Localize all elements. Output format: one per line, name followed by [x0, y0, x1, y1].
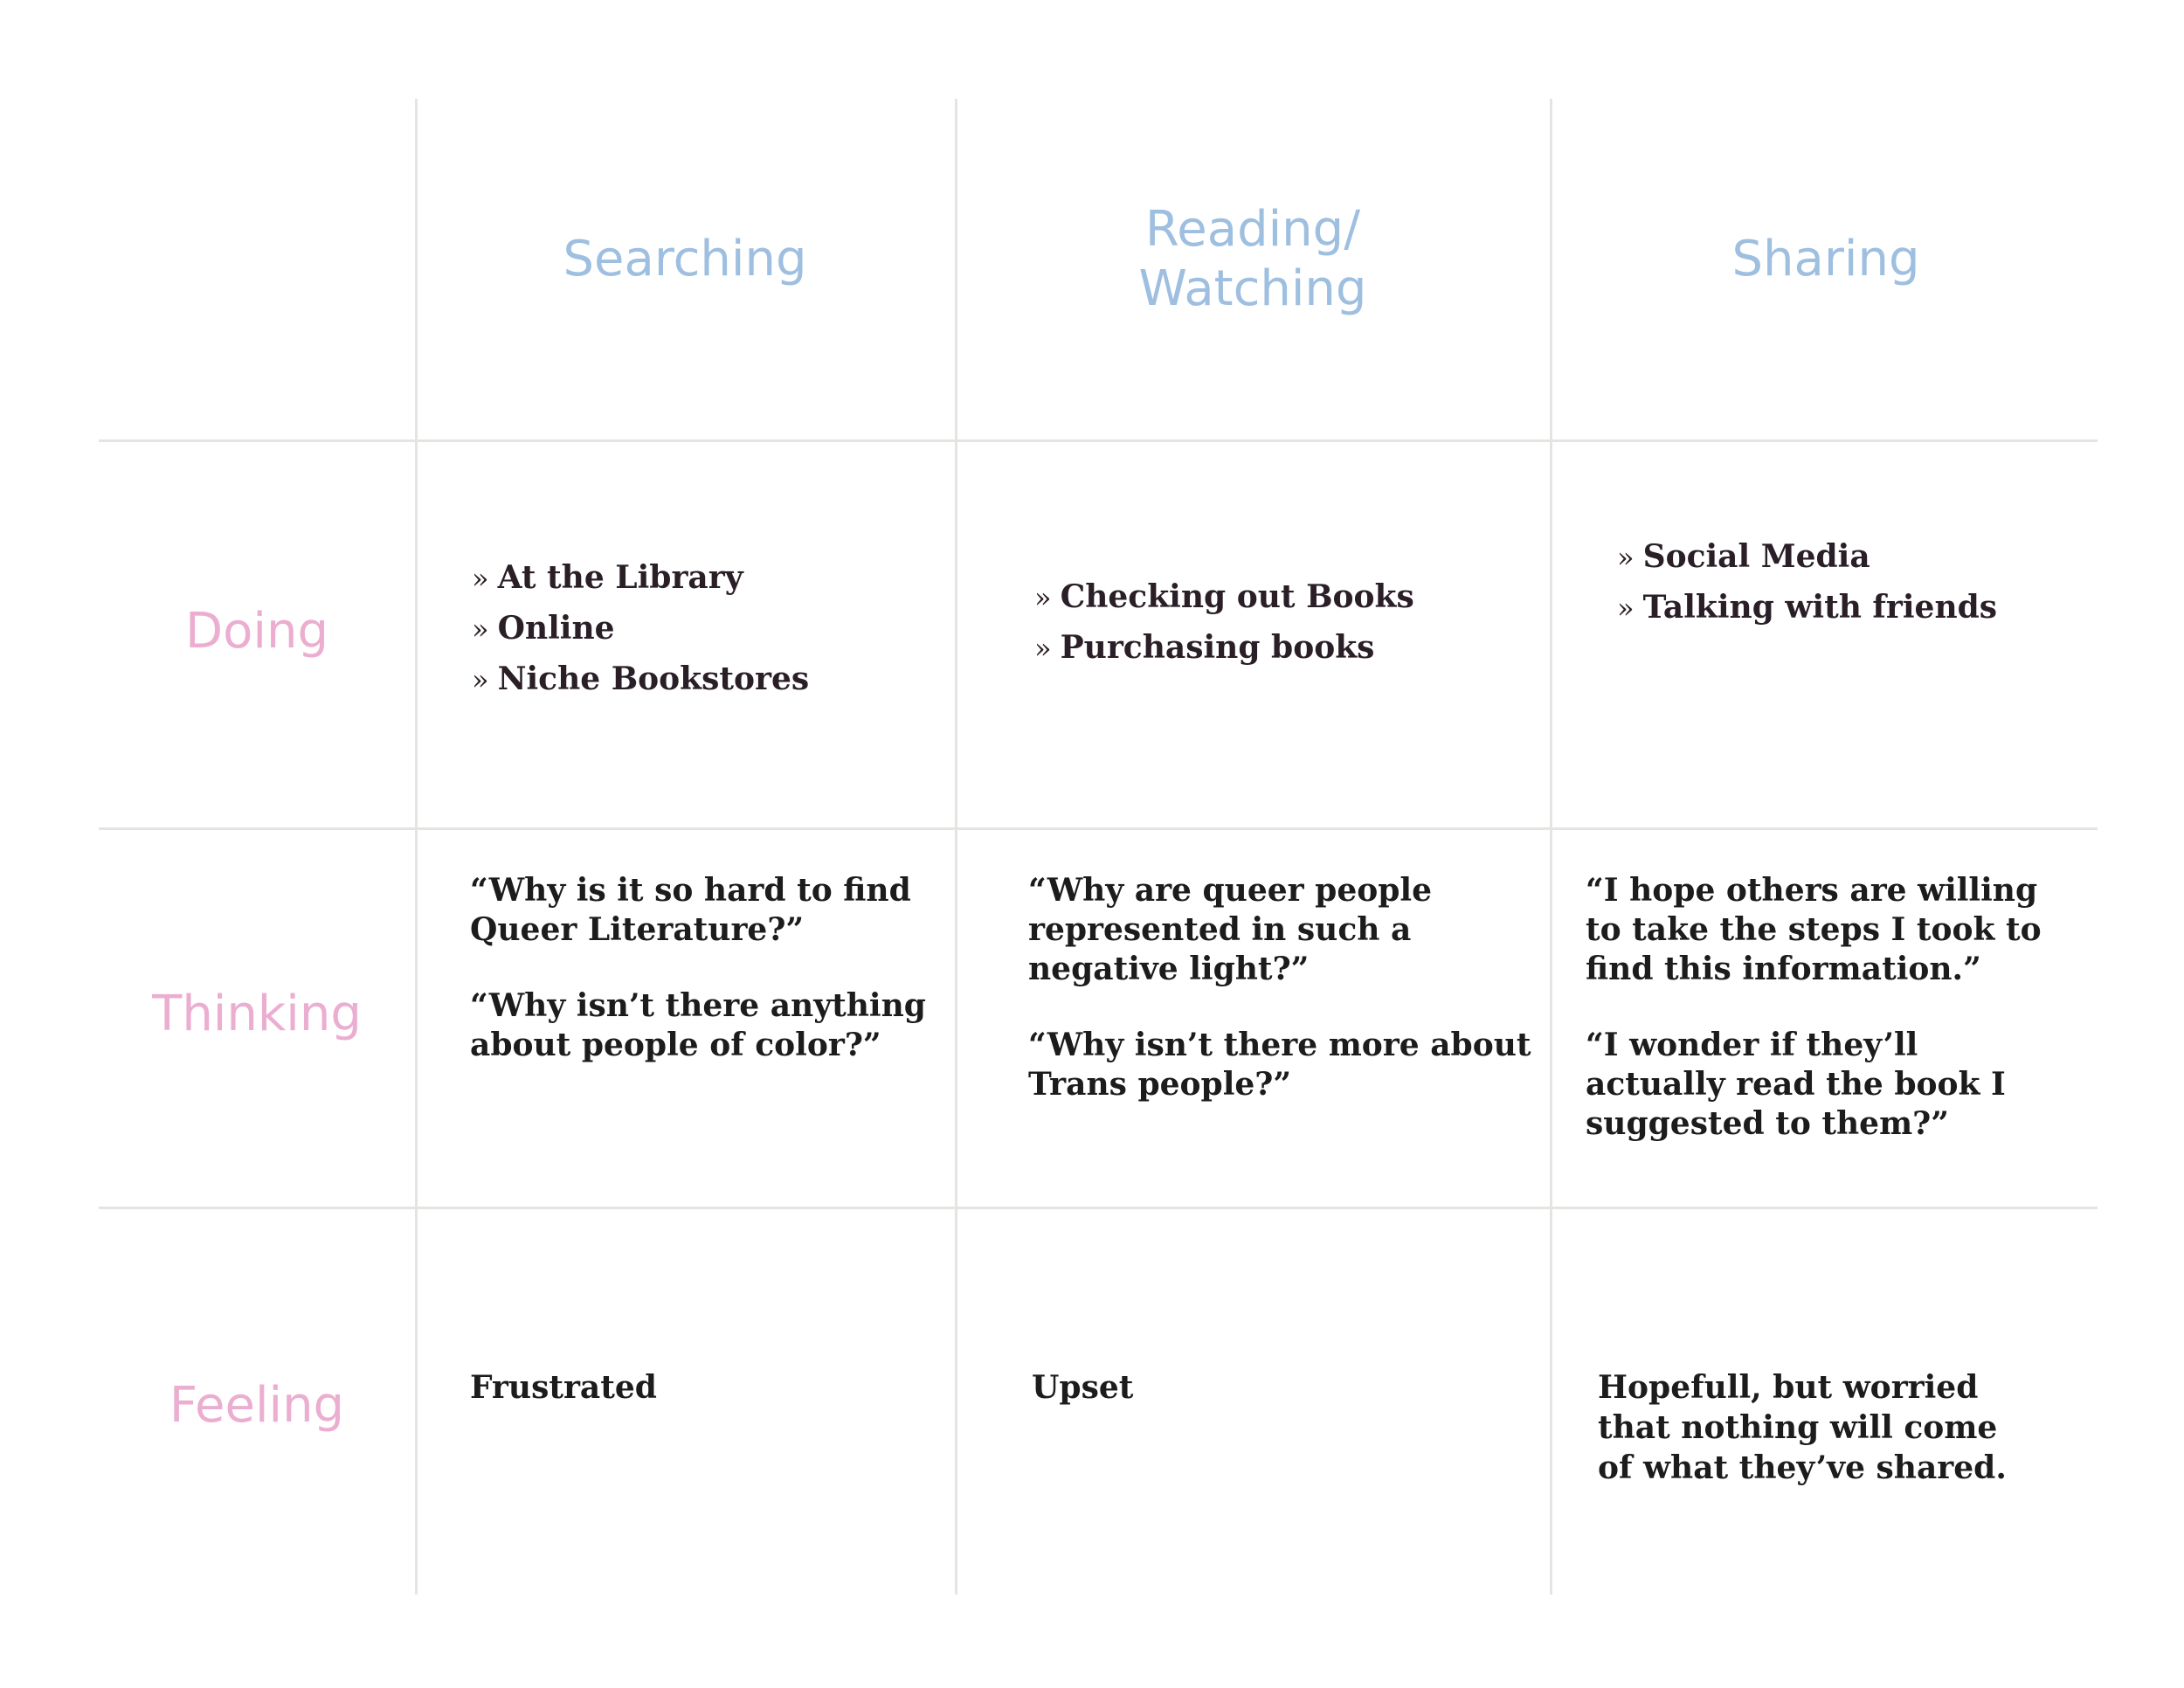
grid-divider-vertical: [955, 99, 957, 1595]
column-header-reading-watching: Reading/ Watching: [1138, 201, 1367, 317]
feeling-reading: Upset: [1032, 1369, 1134, 1406]
quote: “Why are queer people represented in such a negative light?”: [1028, 872, 1432, 987]
row-header-feeling: Feeling: [169, 1377, 345, 1434]
thinking-reading-quotes: [1028, 871, 1535, 1104]
doing-reading-list: [1034, 572, 1414, 674]
grid-divider-horizontal: [99, 827, 2098, 830]
quote: “Why isn’t there anything about people of color?”: [470, 987, 926, 1063]
quote: “Why is it so hard to find Queer Literature?”: [470, 872, 911, 948]
bullet-chevron-icon: »: [1034, 632, 1052, 665]
list-item: » Social Media: [1617, 538, 1870, 575]
bullet-chevron-icon: »: [1617, 591, 1635, 625]
grid-divider-horizontal: [99, 439, 2098, 442]
row-header-thinking: Thinking: [152, 986, 362, 1042]
list-item: » At the Library: [472, 559, 743, 596]
doing-sharing-list: [1617, 532, 1997, 633]
doing-searching-list: [472, 553, 809, 705]
row-header-doing: Doing: [185, 603, 328, 660]
grid-divider-horizontal: [99, 1207, 2098, 1209]
bullet-chevron-icon: »: [1617, 541, 1635, 574]
quote: “I wonder if they’ll actually read the book I suggested to them?”: [1586, 1027, 2006, 1142]
thinking-searching-quotes: [470, 871, 959, 1065]
column-header-searching: Searching: [563, 231, 807, 287]
list-item: » Talking with friends: [1617, 589, 1998, 626]
quote: “Why isn’t there more about Trans people?”: [1028, 1027, 1531, 1103]
grid-divider-vertical: [415, 99, 418, 1595]
quote: “I hope others are willing to take the steps I took to find this information.”: [1586, 872, 2042, 987]
thinking-sharing-quotes: [1586, 871, 2049, 1144]
bullet-chevron-icon: »: [1034, 581, 1052, 614]
list-item: » Online: [472, 610, 615, 647]
list-item: » Purchasing books: [1034, 629, 1375, 666]
column-header-sharing: Sharing: [1731, 231, 1920, 287]
feeling-searching: Frustrated: [470, 1369, 657, 1406]
bullet-chevron-icon: »: [472, 663, 489, 696]
grid-divider-vertical: [1550, 99, 1552, 1595]
feeling-sharing: Hopefull, but worried that nothing will come of what they’ve shared.: [1598, 1369, 2007, 1486]
list-item: » Checking out Books: [1034, 578, 1414, 615]
list-item: » Niche Bookstores: [472, 661, 810, 697]
bullet-chevron-icon: »: [472, 612, 489, 646]
bullet-chevron-icon: »: [472, 562, 489, 595]
